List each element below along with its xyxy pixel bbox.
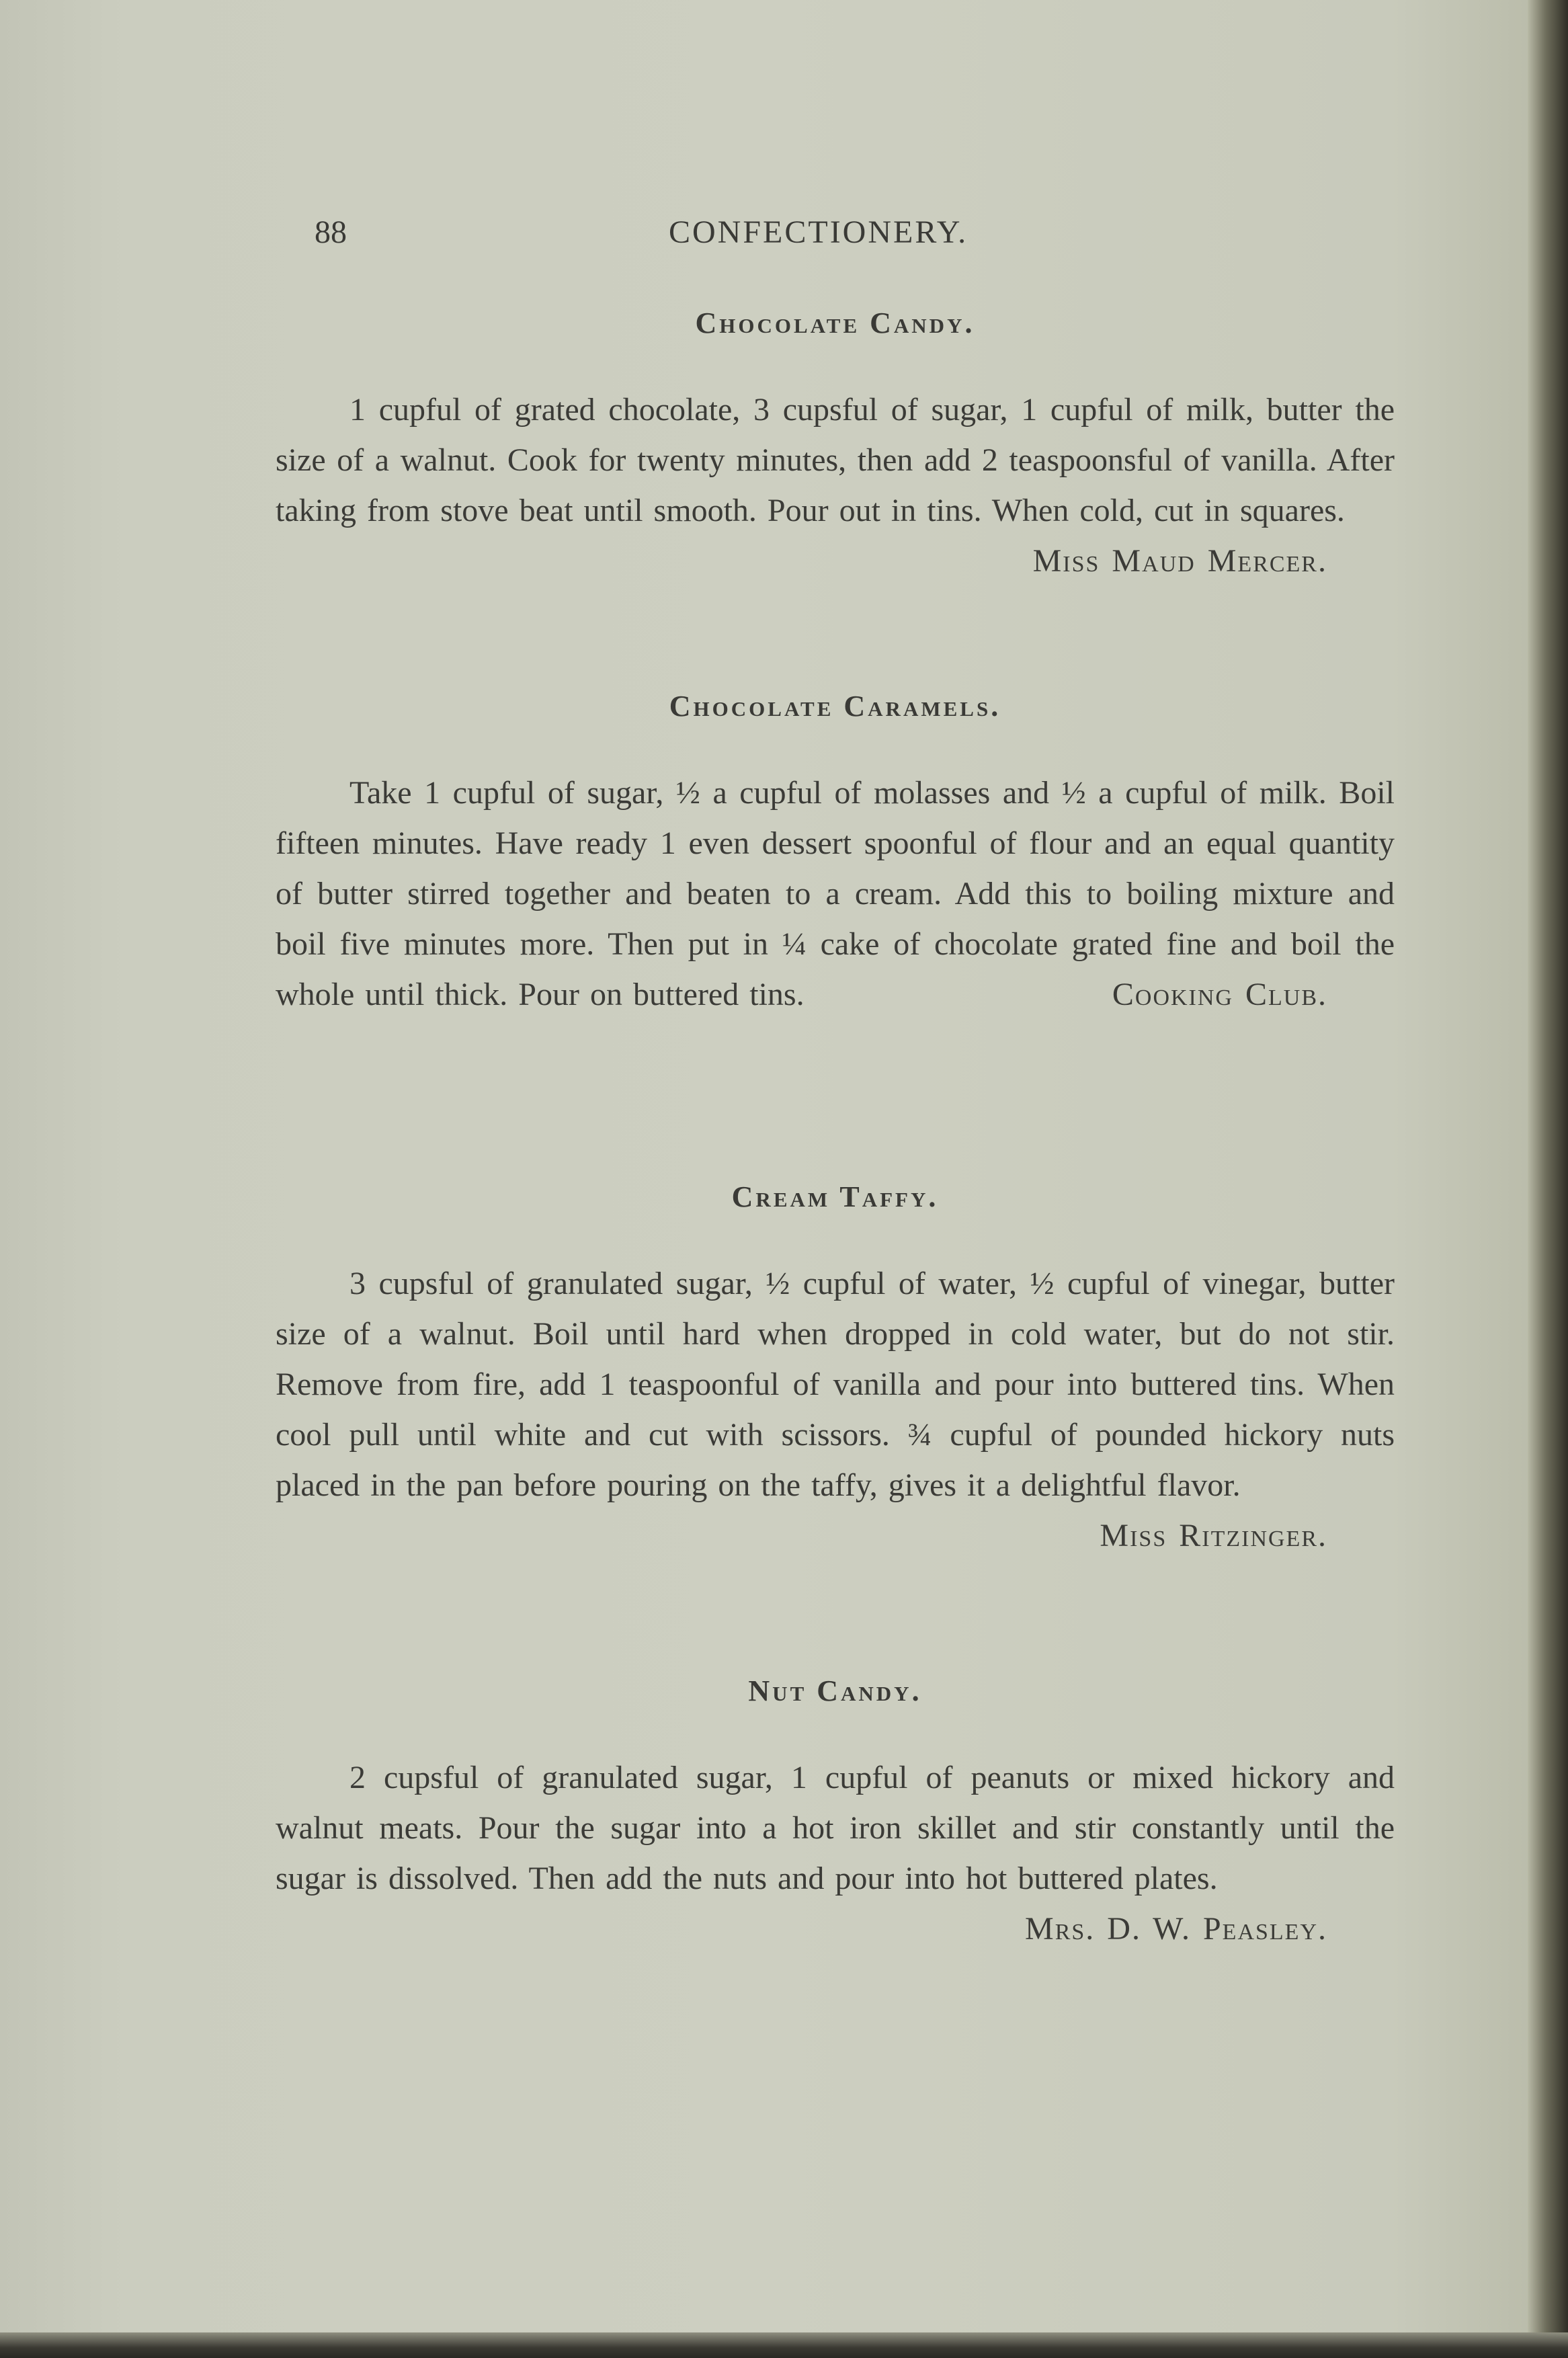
recipe-title: Cream Taffy. bbox=[731, 1180, 939, 1213]
recipe-body: 2 cupsful of granulated sugar, 1 cupful of peanuts or mixed hickory and walnut meats. Pour the sugar into a hot iron skillet and stir constantly until the sugar is dissolved. Then add the nuts and pour into hot buttered plates. bbox=[276, 1760, 1395, 1896]
recipe-body: Take 1 cupful of sugar, ½ a cupful of molasses and ½ a cupful of milk. Boil fifteen minutes. Have ready 1 even dessert spoonful of flour and an equal quantity of butter stirred together and beaten to a cream. Add this to boiling mixture and boil five minutes more. Then put in ¼ cake of chocolate grated fine and boil the whole until thick. Pour on buttered tins. bbox=[276, 775, 1395, 1012]
recipe-text bbox=[276, 1258, 1395, 1553]
recipe-attribution: Mrs. D. W. Peasley. bbox=[1025, 1911, 1327, 1947]
recipe-body: 3 cupsful of granulated sugar, ½ cupful of water, ½ cupful of vinegar, butter size of a walnut. Boil until hard when dropped in cold water, but do not stir. Remove from fire, add 1 teaspoonful of vanilla and pour into buttered tins. When cool pull until white and cut with scissors. ¾ cupful of pounded hickory nuts placed in the pan before pouring on the taffy, gives it a delightful flavor. bbox=[276, 1266, 1395, 1503]
recipe-attribution: Miss Ritzinger. bbox=[1100, 1518, 1327, 1553]
book-spine-shadow bbox=[1528, 0, 1568, 2358]
recipe-attribution: Cooking Club. bbox=[1112, 977, 1327, 1012]
running-head: CONFECTIONERY. bbox=[669, 214, 968, 250]
recipe-nut-candy bbox=[276, 1674, 1395, 1954]
page-number: 88 bbox=[315, 214, 347, 250]
page-bottom-edge bbox=[0, 2332, 1568, 2358]
recipe-chocolate-caramels bbox=[276, 689, 1395, 1020]
recipe-text bbox=[276, 1752, 1395, 1947]
recipe-title: Nut Candy. bbox=[748, 1674, 922, 1707]
recipe-cream-taffy bbox=[276, 1180, 1395, 1561]
recipe-text bbox=[276, 384, 1395, 579]
recipe-chocolate-candy bbox=[276, 306, 1395, 586]
recipe-text bbox=[276, 768, 1395, 1020]
recipe-title: Chocolate Caramels. bbox=[669, 690, 1001, 723]
recipe-body: 1 cupful of grated chocolate, 3 cupsful of sugar, 1 cupful of milk, butter the size of a walnut. Cook for twenty minutes, then add 2 teaspoonsful of vanilla. After taking from stove beat until smooth. Pour out in tins. When cold, cut in squares. bbox=[276, 392, 1395, 528]
page-header bbox=[0, 214, 1546, 261]
recipe-attribution: Miss Maud Mercer. bbox=[1032, 543, 1327, 579]
recipe-title: Chocolate Candy. bbox=[695, 307, 975, 339]
